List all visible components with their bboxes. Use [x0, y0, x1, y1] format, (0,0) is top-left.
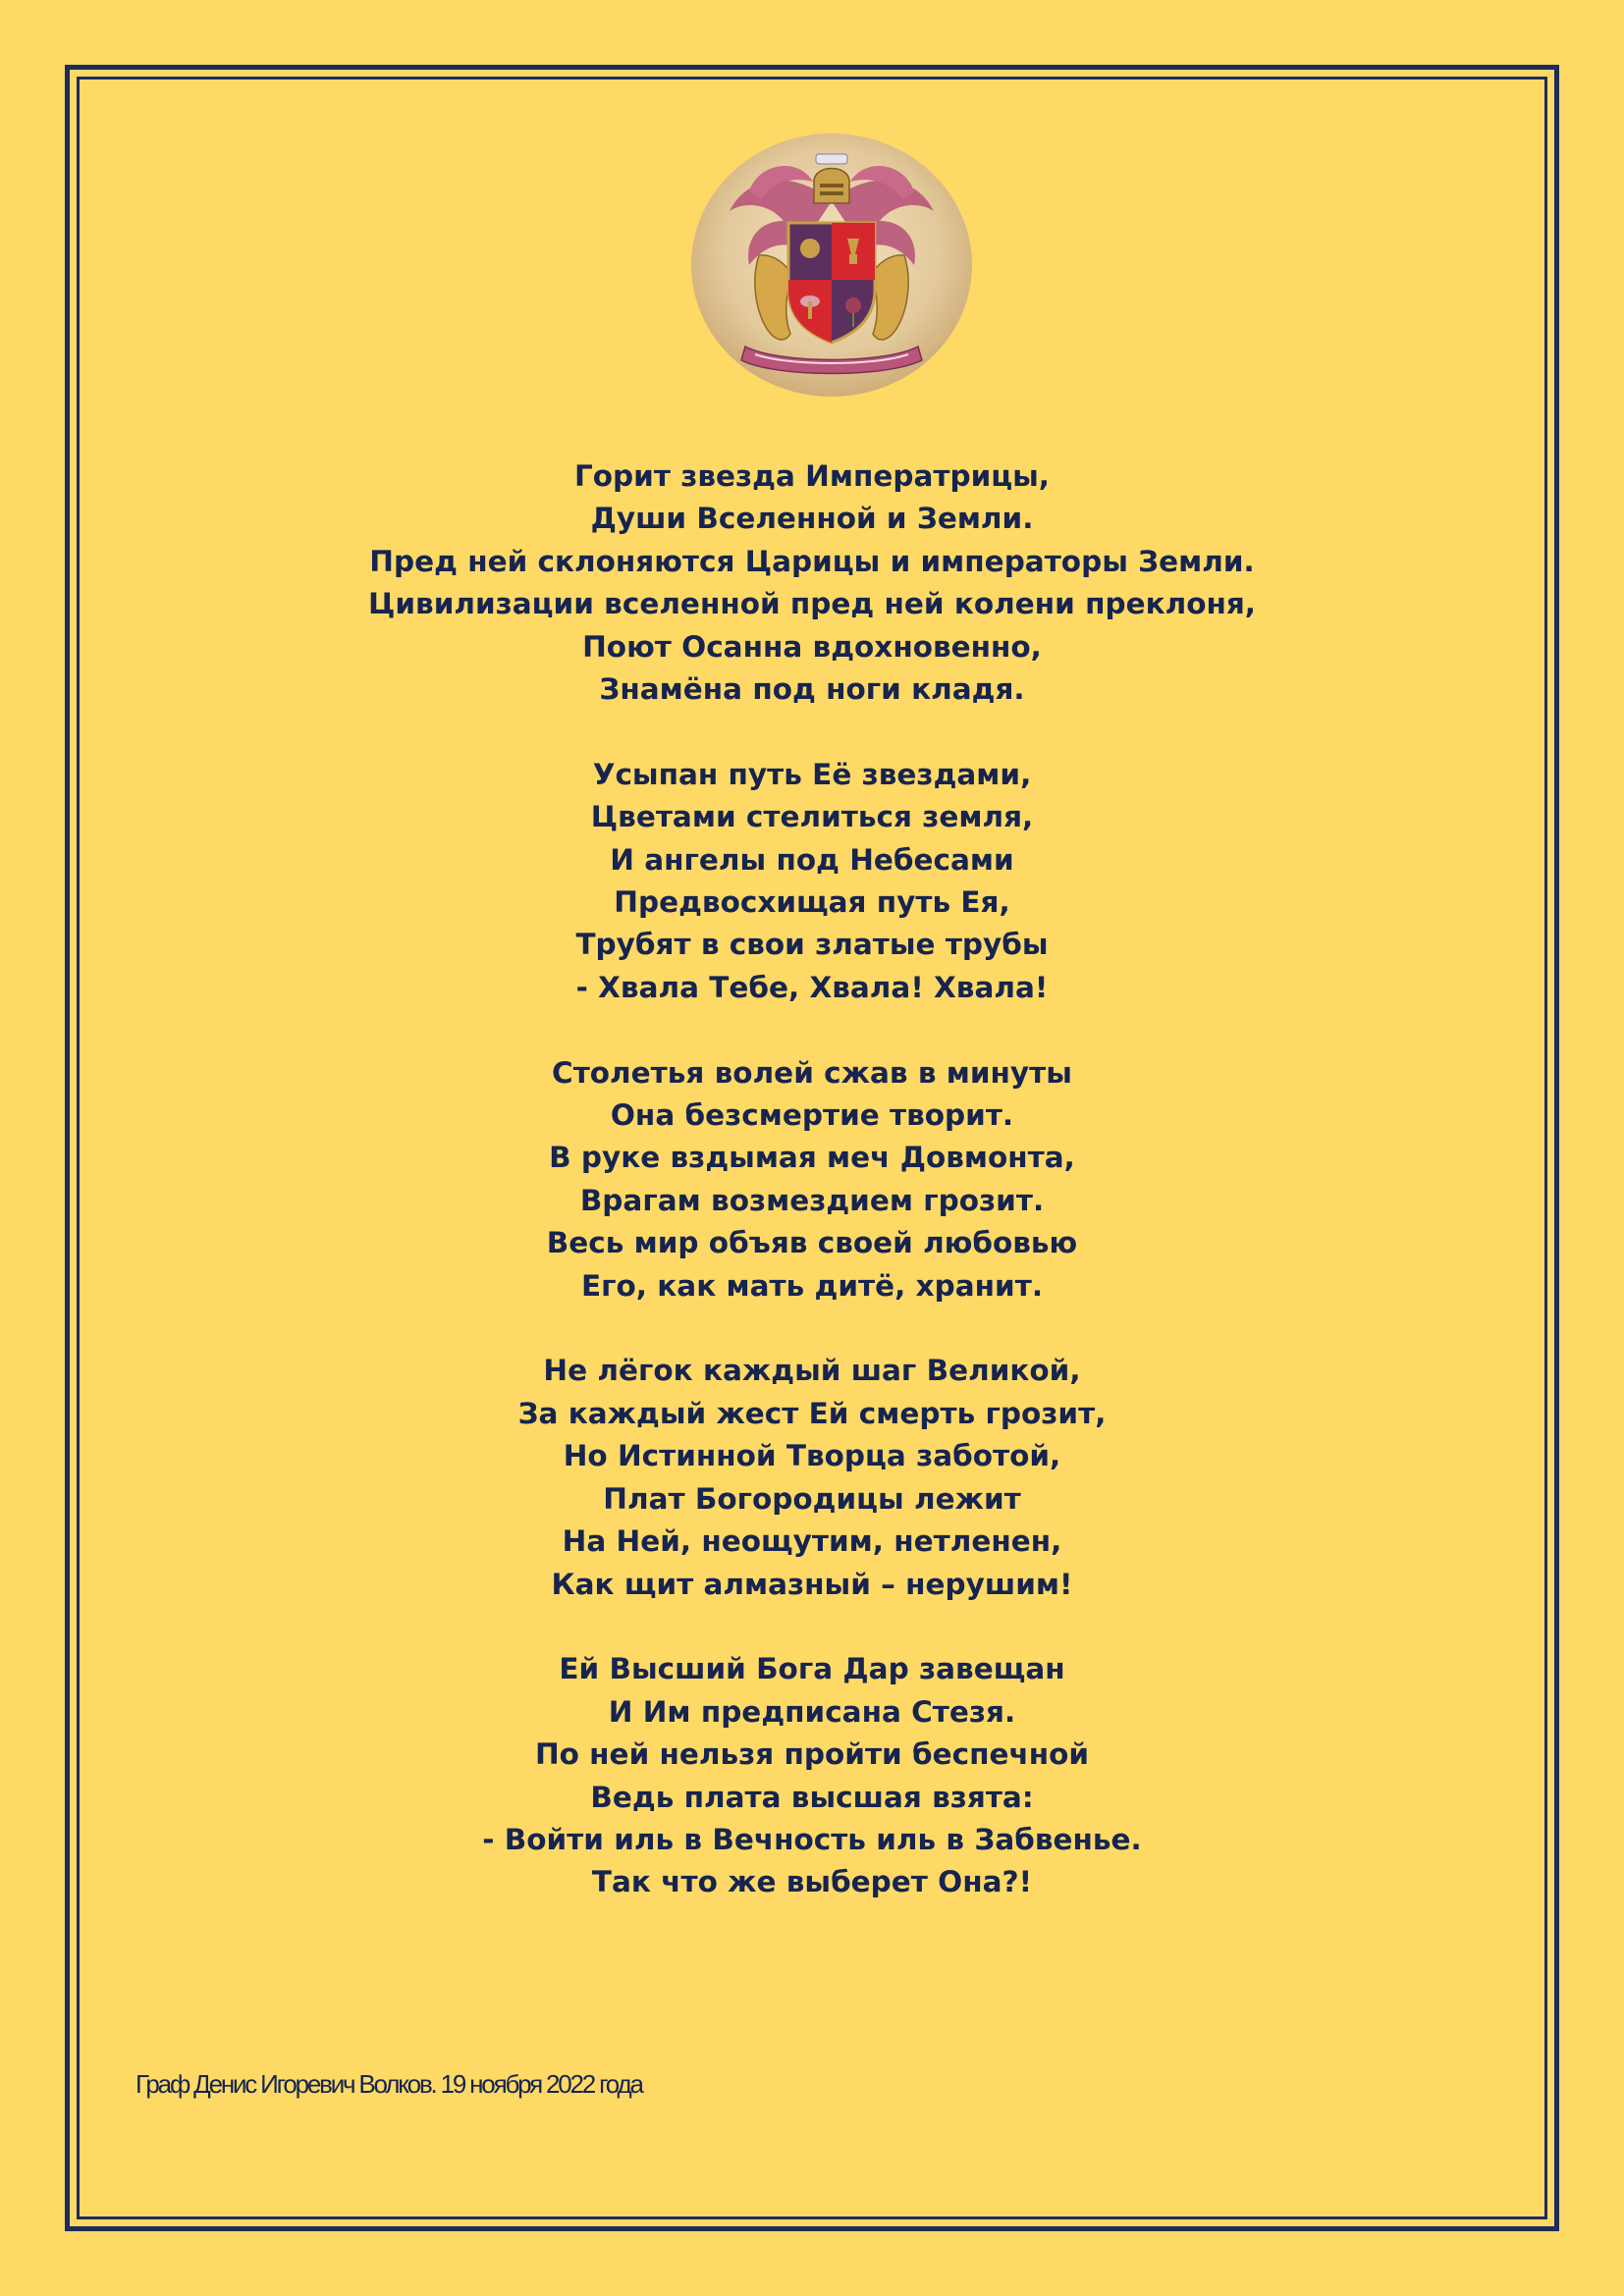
poem-line: Она безсмертие творит.	[610, 1098, 1014, 1133]
poem-stanza	[98, 1052, 1526, 1308]
poem-line: Врагам возмездием грозит.	[579, 1183, 1045, 1217]
coat-of-arms-icon	[690, 133, 973, 398]
poem-line: Души Вселенной и Земли.	[590, 502, 1034, 536]
poem-stanza	[98, 1648, 1526, 1903]
poem-line: Не лёгок каждый шаг Великой,	[543, 1354, 1081, 1388]
poem-line: Трубят в свои златые трубы	[575, 928, 1049, 962]
poem-line: Весь мир объяв своей любовью	[546, 1226, 1078, 1260]
poem-line: - Войти иль в Вечность иль в Забвенье.	[482, 1822, 1142, 1856]
poem-line: Ей Высший Бога Дар завещан	[559, 1652, 1065, 1686]
poem-line: Как щит алмазный – нерушим!	[551, 1567, 1073, 1601]
poem-line: - Хвала Тебе, Хвала! Хвала!	[575, 970, 1049, 1004]
poem-line: Пред ней склоняются Царицы и императоры Земли.	[369, 544, 1255, 578]
poem-line: За каждый жест Ей смерть грозит,	[517, 1396, 1107, 1430]
poem-line: Поют Осанна вдохновенно,	[582, 629, 1042, 664]
poem-line: Столетья волей сжав в минуты	[552, 1055, 1072, 1090]
poem-line: Цивилизации вселенной пред ней колени преклоня,	[367, 587, 1256, 621]
poem-line: По ней нельзя пройти беспечной	[534, 1737, 1090, 1772]
poem-line: Плат Богородицы лежит	[603, 1481, 1021, 1516]
poem-line: Но Истинной Творца заботой,	[563, 1439, 1061, 1473]
poem	[98, 455, 1526, 1904]
poem-stanza	[98, 754, 1526, 1009]
poem-line: Ведь плата высшая взята:	[590, 1780, 1034, 1814]
poem-stanza	[98, 1350, 1526, 1605]
poem-stanza	[98, 455, 1526, 711]
poem-line: И ангелы под Небесами	[610, 842, 1014, 877]
poem-line: Знамёна под ноги кладя.	[599, 672, 1025, 707]
poem-line: Так что же выберет Она?!	[591, 1865, 1033, 1899]
poem-line: Его, как мать дитё, хранит.	[580, 1268, 1044, 1303]
author-signature: Граф Денис Игоревич Волков. 19 ноября 2022 года	[135, 2069, 642, 2099]
poem-line: В руке вздымая меч Довмонта,	[549, 1141, 1075, 1175]
poem-line: На Ней, неощутим, нетленен,	[562, 1524, 1062, 1559]
poem-line: Цветами стелиться земля,	[590, 800, 1034, 834]
poem-line: Предвосхищая путь Ея,	[614, 885, 1010, 920]
poem-line: И Им предписана Стезя.	[608, 1694, 1016, 1729]
poem-line: Горит звезда Императрицы,	[573, 459, 1051, 493]
poem-line: Усыпан путь Её звездами,	[592, 757, 1032, 791]
